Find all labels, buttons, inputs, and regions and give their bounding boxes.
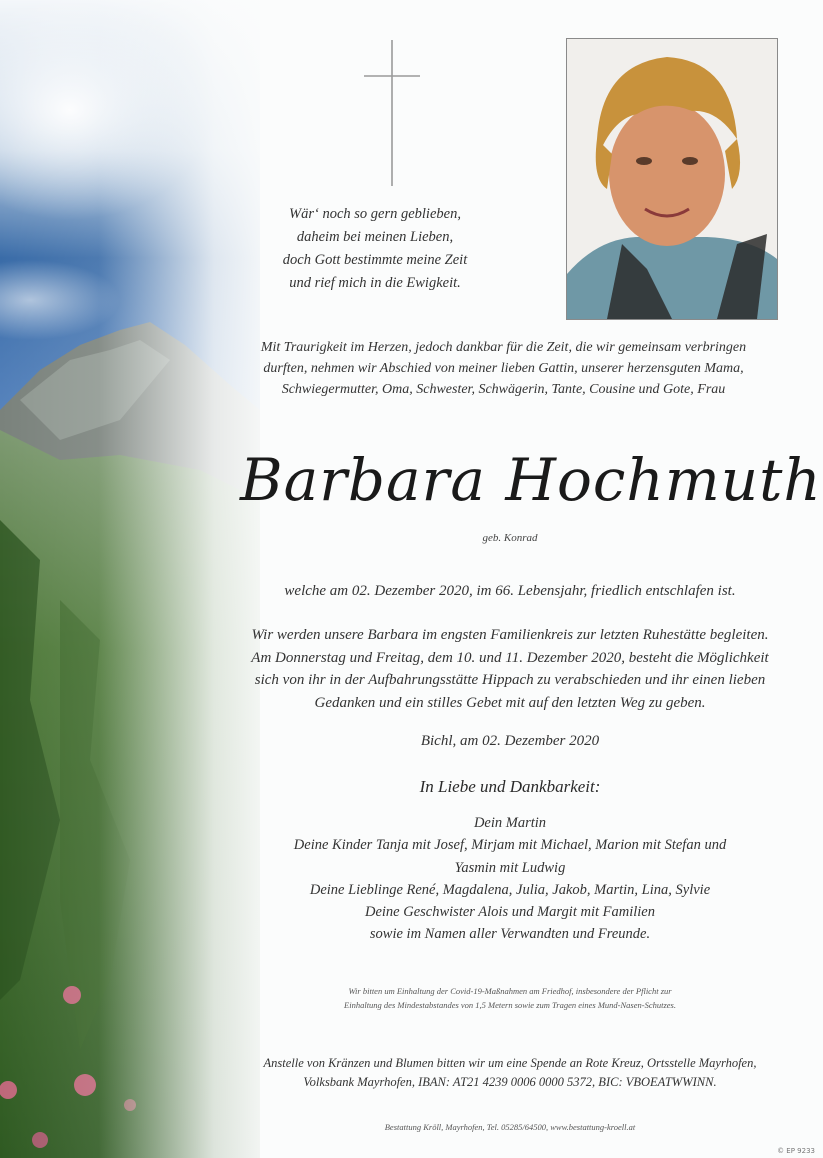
place-date: Bichl, am 02. Dezember 2020 — [420, 733, 600, 749]
donation-line: Volksbank Mayrhofen, IBAN: AT21 4239 0006 0000 5372, BIC: VBOEATWWINN. — [303, 1075, 717, 1089]
funeral-details — [225, 624, 795, 714]
mourner-line: sowie im Namen aller Verwandten und Freunde. — [369, 926, 651, 943]
mourner-line: Deine Geschwister Alois und Margit mit Familien — [365, 904, 655, 921]
intro-text — [226, 337, 781, 400]
funeral-line: Wir werden unsere Barbara im engsten Familienkreis zur letzten Ruhestätte begleiten. — [251, 627, 769, 643]
death-notice: welche am 02. Dezember 2020, im 66. Lebensjahr, friedlich entschlafen ist. — [284, 583, 736, 599]
donation-request — [225, 1054, 795, 1092]
mourner-line: Yasmin mit Ludwig — [454, 859, 566, 876]
document-code: © EP 9233 — [777, 1147, 815, 1155]
funeral-line: Am Donnerstag und Freitag, dem 10. und 11. Dezember 2020, besteht die Möglichkeit — [251, 649, 769, 666]
intro-line: Mit Traurigkeit im Herzen, jedoch dankbar für die Zeit, die wir gemeinsam verbringen — [260, 340, 747, 355]
portrait-photo — [566, 38, 778, 320]
funeral-home-footer: Bestattung Kröll, Mayrhofen, Tel. 05285/64500, www.bestattung-kroell.at — [384, 1122, 636, 1132]
funeral-line: sich von ihr in der Aufbahrungsstätte Hippach zu verabschieden und ihr einen lieben — [254, 672, 766, 688]
mourner-line: Dein Martin — [473, 815, 547, 831]
poem-line: doch Gott bestimmte meine Zeit — [282, 252, 468, 268]
covid-line: Wir bitten um Einhaltung der Covid-19-Maßnahmen am Friedhof, insbesondere der Pflicht zur — [348, 986, 672, 996]
intro-line: Schwiegermutter, Oma, Schwester, Schwägerin, Tante, Cousine und Gote, Frau — [281, 382, 726, 397]
mourners-list — [230, 812, 790, 946]
poem-line: und rief mich in die Ewigkeit. — [289, 275, 461, 291]
maiden-name: geb. Konrad — [482, 532, 538, 544]
love-heading: In Liebe und Dankbarkeit: — [419, 777, 601, 796]
mourner-line: Deine Kinder Tanja mit Josef, Mirjam mit Michael, Marion mit Stefan und — [293, 837, 727, 854]
funeral-line: Gedanken und ein stilles Gebet mit auf den letzten Weg zu geben. — [314, 694, 706, 711]
deceased-name: Barbara Hochmuth — [240, 446, 822, 514]
covid-notice — [270, 984, 750, 1012]
donation-line: Anstelle von Kränzen und Blumen bitten wir um eine Spende an Rote Kreuz, Ortsstelle Mayrhofen, — [263, 1056, 757, 1070]
portrait-photo-image — [567, 39, 777, 319]
intro-line: durften, nehmen wir Abschied von meiner lieben Gattin, unserer herzensguten Mama, — [263, 361, 744, 376]
memorial-poem — [260, 203, 490, 295]
cross-icon — [362, 38, 422, 188]
covid-line: Einhaltung des Mindestabstandes von 1,5 Metern sowie zum Tragen eines Mund-Nasen-Schutzes. — [344, 1000, 676, 1010]
poem-line: Wär‘ noch so gern geblieben, — [289, 206, 461, 222]
mourner-line: Deine Lieblinge René, Magdalena, Julia, Jakob, Martin, Lina, Sylvie — [309, 881, 711, 898]
poem-line: daheim bei meinen Lieben, — [296, 229, 454, 245]
